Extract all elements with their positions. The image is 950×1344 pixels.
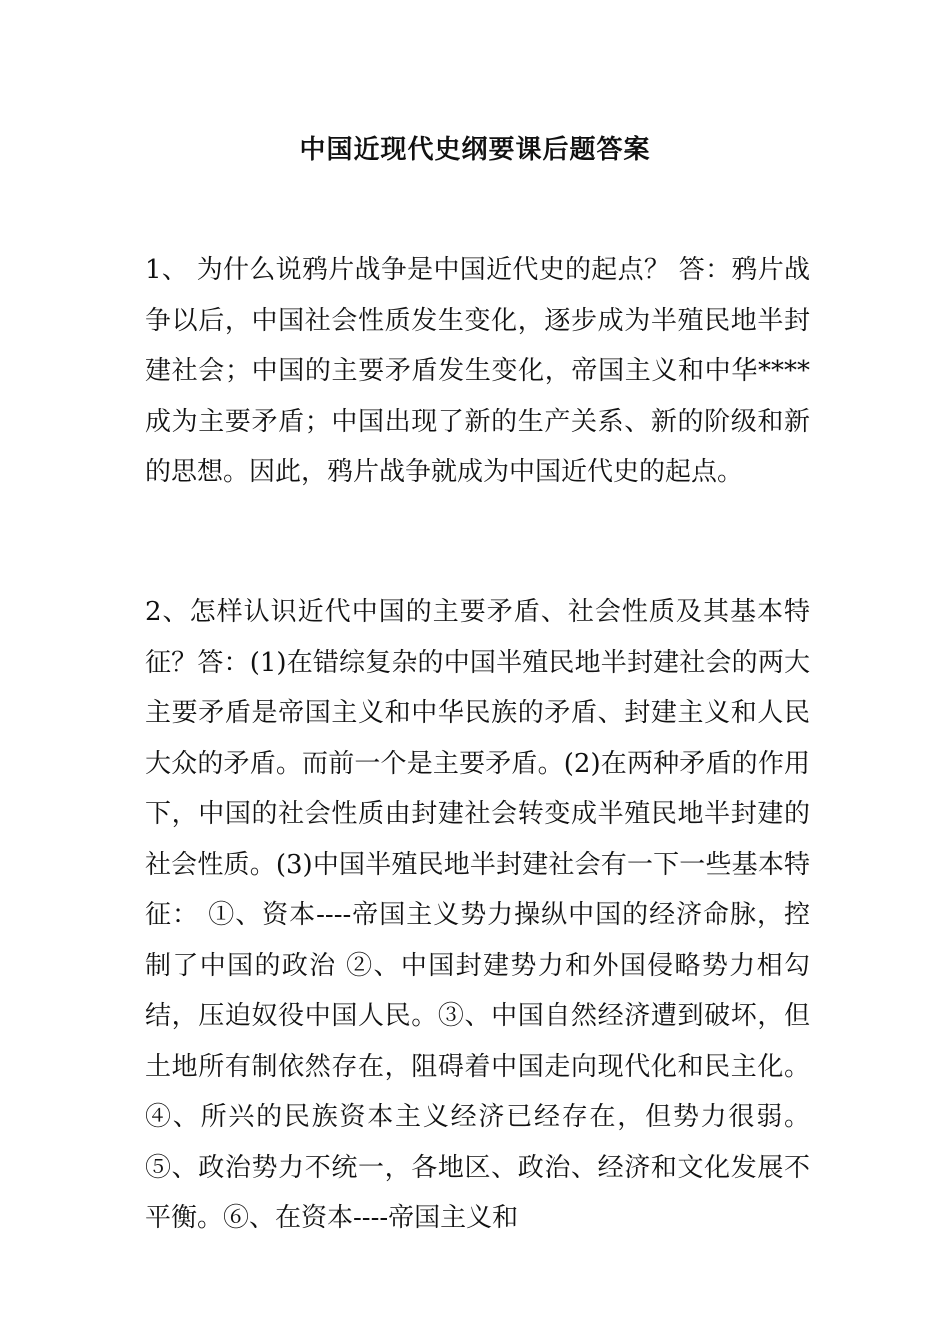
- paragraph-question-2: 2、怎样认识近代中国的主要矛盾、社会性质及其基本特征？答：(1)在错综复杂的中国半殖民地半封建社会的两大主要矛盾是帝国主义和中华民族的矛盾、封建主义和人民大众的矛盾。而前一个是主要矛盾。(2)在两种矛盾的作用下，中国的社会性质由封建社会转变成半殖民地半封建的社会性质。(3)中国半殖民地半封建社会有一下一些基本特征： ①、资本----帝国主义势力操纵中国的经济命脉，控制了中国的政治 ②、中国封建势力和外国侵略势力相勾结，压迫奴役中国人民。③、中国自然经济遭到破坏，但土地所有制依然存在，阻碍着中国走向现代化和民主化。④、所兴的民族资本主义经济已经存在，但势力很弱。⑤、政治势力不统一，各地区、政治、经济和文化发展不平衡。⑥、在资本----帝国主义和: [145, 597, 810, 1233]
- document-title: 中国近现代史纲要课后题答案: [299, 135, 651, 165]
- paragraph-question-1: 1、 为什么说鸦片战争是中国近代史的起点？ 答：鸦片战争以后，中国社会性质发生变化，逐步成为半殖民地半封建社会；中国的主要矛盾发生变化，帝国主义和中华****成为主要矛盾；中国出现了新的生产关系、新的阶级和新的思想。因此，鸦片战争就成为中国近代史的起点。: [145, 255, 810, 487]
